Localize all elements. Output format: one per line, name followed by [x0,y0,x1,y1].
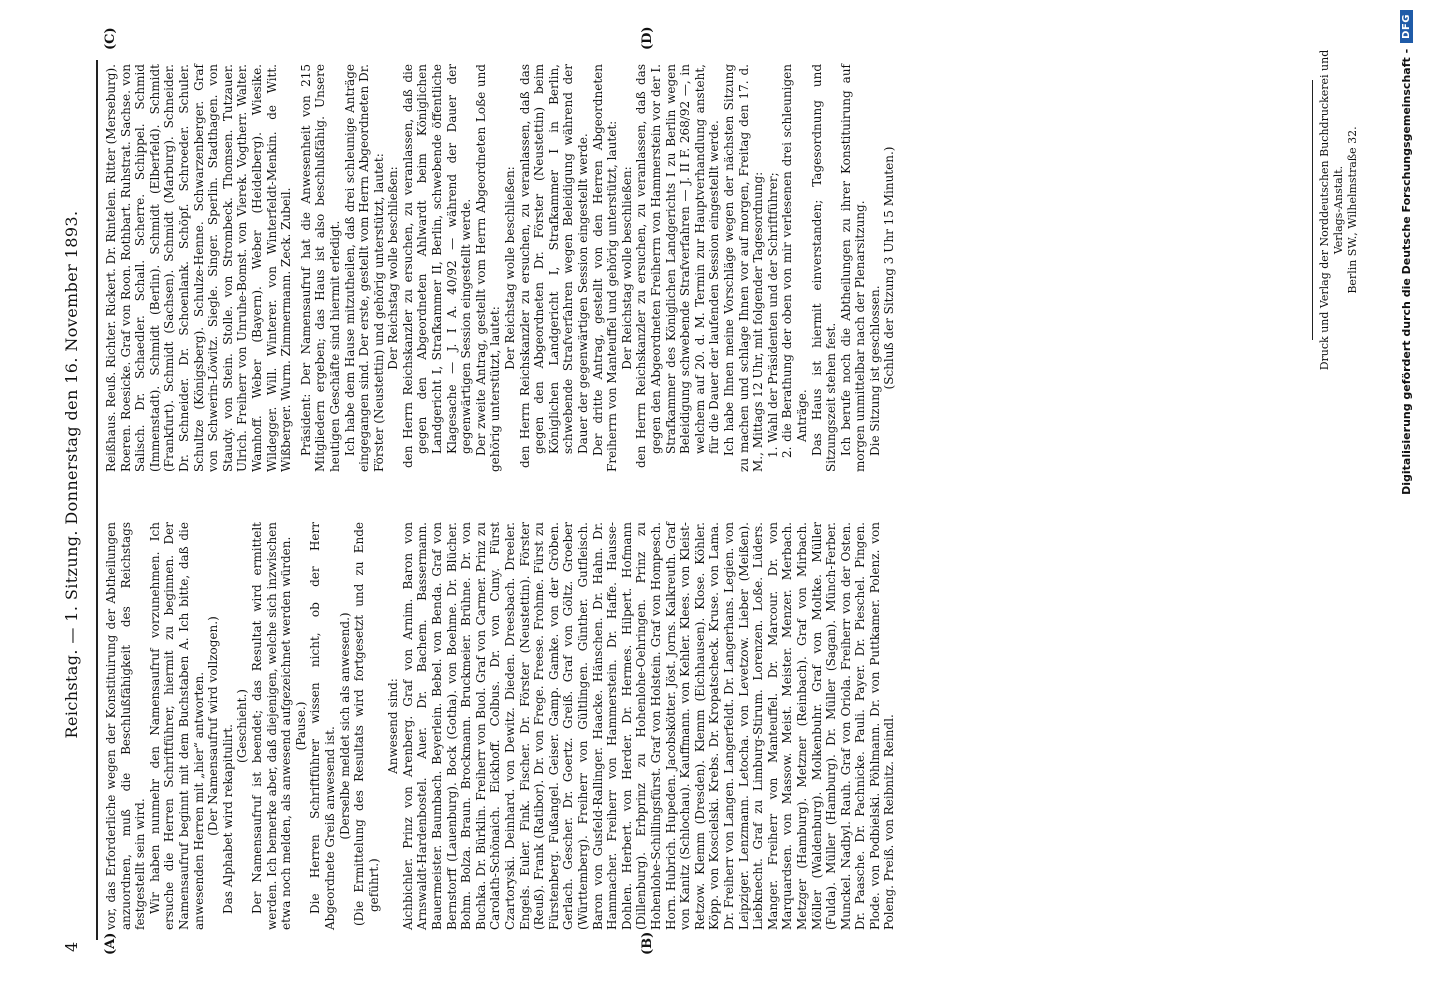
paragraph: vor, das Erforderliche wegen der Konstituirung der Abtheilungen anzuordnen, muß die Beschlußfähigkeit des Reichstags festgestellt sein wird. [104,522,148,930]
paragraph: Die Sitzung ist geschlossen. [867,285,882,456]
paragraph: Die Herren Schriftführer wissen nicht, ob der Herr Abgeordnete Greiß anwesend ist. [308,522,337,930]
motion-heading: Der Reichstag wolle beschließen: [386,166,401,370]
page-number: 4 [62,941,81,952]
section-heading: Anwesend sind: [386,678,401,774]
footer-rule [1312,80,1313,340]
margin-marker-a: (A) [103,932,118,955]
motion-heading: Der Reichstag wolle beschließen: [619,166,634,370]
paragraph: Ich berufe noch die Abtheilungen zu ihrer Konstituirung auf morgen unmittelbar nach der Plenarsitzung. [838,64,868,472]
left-column [104,522,897,930]
closing-note: (Schluß der Sitzung 3 Uhr 15 Minuten.) [882,146,897,390]
paragraph: Der Namensaufruf ist beendet; das Resultat wird ermittelt werden. Ich bemerke aber, daß diejenigen, welche sich inzwischen etwa noch melden, als anwesend aufgezeichnet werden würden. [249,522,294,930]
attendance-list-continued: Reißhaus. Reuß. Richter. Rickert. Dr. Rintelen. Ritter (Merseburg). Roeren. Roesicke. Graf von Roon. Rothbart. Ruhstrat. Sachse. von Salisch. Dr. Schaedler. Schall. Scherre. Schippel. Schmid (Immenstadt). Schmidt (Berlin). Schmidt (Elberfeld). Schmidt (Frankfurt). Schmidt (Sachsen). Schmidt (Marburg). Schneider. Dr. Schneider. Dr. Schoenlank. Schöpf. Schroeder. Schuler. Schultze (Königsberg). Schulze-Henne. Schwarzenberger. Graf von Schwerin-Löwitz. Siegle. Singer. Sperlin. Stadthagen. von Staudy. von Stein. Stolle. von Strombeck. Thomsen. Tutzauer. Ulrich. Freiherr von Unruhe-Bomst. von Vierek. Vogtherr. Walter. Wamhoff. Weber (Bayern). Weber (Heidelberg). Wiesike. Wildegger. Will. Winterer. von Winterfeldt-Menkin. de Witt. Wißberger. Wurm. Zimmermann. Zeck. Zubeil. [104,64,294,472]
agenda-item: 2. die Berathung der oben von mir verlesenen drei schleunigen Anträge. [780,64,809,458]
paragraph: Der dritte Antrag, gestellt von den Herren Abgeordneten Freiherrn von Manteuffel und gehörig unterstützt, lautet: [590,64,620,472]
page-header [62,47,92,952]
paragraph: Das Alphabet wird rekapitulirt. [220,724,235,914]
stage-direction: (Der Namensaufruf wird vollzogen.) [206,616,221,836]
printer-address: Berlin SW., Wilhelmstraße 32. [1346,126,1359,294]
attendance-list: Aichbichler. Prinz von Arenberg. Graf von Arnim. Baron von Arnswaldt-Hardenbostel. Auer. Dr. Bachem. Bassermann. Bauermeister. Baumbach. Beyerlein. Bebel. von Benda. Graf von Bernstorff (Lauenburg). Bock (Gotha). von Boehme. Dr. Blücher. Bohm. Bolza. Braun. Brockmann. Bruckmeier. Brühne. Dr. von Buchka. Dr. Bürklin. Freiherr von Buol. Graf von Carmer. Prinz zu Carolath-Schönaich. Eickhoff. Colbus. Dr. von Cuny. Fürst Czartoryski. Deinhard. von Dewitz. Dieden. Dreesbach. Dreeler. Engels. Euler. Fink. Fischer. Dr. Förster (Neustettin). Förster (Reuß). Frank (Ratibor). Dr. von Frege. Freese. Frohme. Fürst zu Fürstenberg. Fußangel. Geiser. Gamp. Gamke. von der Gröben. Gerlach. Gescher. Dr. Goertz. Greiß. Graf von Göltz. Groeber (Württemberg). Freiherr von Gültlingen. Günther. Gutfleisch. Baron von Gusfeld-Rallinger. Haacke. Hänschen. Dr. Hahn. Dr. Hammacher. Freiherr von Hammerstein. Dr. Haffe. Hausse-Dohlen. Herbert. von Herder. Dr. Hermes. Hilpert. Hofmann (Dillenburg). Erbprinz zu Hohenlohe-Oehringen. Prinz zu Hohenlohe-Schillingsfürst. Graf von Holstein. Graf von Hompesch. Horn. Hubrich. Hupeden. Jacobskötter. Jöst. Jorns. Kalkreuth. Graf von Kanitz (Schlochau). Kauffmann. von Kehler. Klees. von Kleist-Retzow. Klemm (Dresden). Klemm (Eichhausen). Klose. Köhler. Köpp. von Koscielski. Krebs. Dr. Kropatscheck. Kruse. von Lama. Dr. Freiherr von Langen. Langerfeldt. Dr. Langerhans. Legien. von Leipziger. Lenzmann. Letocha. von Levetzow. Lieber (Meißen). Liebknecht. Graf zu Limburg-Stirum. Lorenzen. Loße. Lüders. Manger. Freiherr von Manteuffel. Dr. Marcour. Dr. von Marquardsen. von Massow. Meist. Meister. Menzer. Merbach. Metzger (Hamburg). Metzner (Reinbach). Graf von Mirbach. Möller (Waldenburg). Molkenbuhr. Graf von Moltke. Müller (Fulda). Müller (Hamburg). Dr. Müller (Sagan). Münch-Ferber. Munckel. Nadbyl. Rauh. Graf von Oriola. Freiherr von der Osten. Dr. Paasche. Dr. Pachnicke. Pauli. Payer. Dr. Pieschel. Pingen. Plode. von Podbielski. Pöhlmann. Dr. von Puttkamer. Polenz. von Poleng. Preiß. von Reibnitz. Reindl. [400,522,897,930]
right-column [104,64,897,472]
page-title: Reichstag. — 1. Sitzung. Donnerstag den 16. November 1893. [62,210,81,739]
digitization-note [1400,10,1413,630]
stage-direction: (Pause.) [293,701,308,751]
stage-direction: (Derselbe meldet sich als anwesend.) [337,612,352,840]
printer-line: Druck und Verlag der Norddeutschen Buchdruckerei und Verlags-Anstalt. [1318,49,1345,371]
header-rule [96,60,98,940]
paragraph: Ich habe dem Hause mitzutheilen, daß drei schleunige Anträge eingegangen sind. Der erste, gestellt vom Herrn Abgeordneten Dr. Förster (Neustettin) und gehörig unterstützt, lautet: [342,64,386,472]
paragraph: Präsident: Der Namensaufruf hat die Anwesenheit von 215 Mitgliedern ergeben; das Haus ist also beschlußfähig. Unsere heutigen Geschäfte sind hiermit erledigt. [298,64,342,472]
digitization-text: Digitalisierung gefördert durch die Deutsche Forschungsgemeinschaft - [1400,48,1413,495]
stage-direction: (Die Ermittelung des Resultats wird fortgesetzt und zu Ende geführt.) [352,522,381,926]
paragraph: Wir haben nunmehr den Namensaufruf vorzunehmen. Ich ersuche die Herren Schriftführer, hiermit zu beginnen. Der Namensaufruf beginnt mit dem Buchstaben A. Ich bitte, daß die anwesenden Herren mit „hier“ antworten. [147,522,206,930]
margin-marker-d: (D) [640,26,655,50]
motion-text: den Herrn Reichskanzler zu ersuchen, zu veranlassen, daß das gegen den Abgeordneten Freiherrn von Hammerstein vor der I. Strafkammer des Königlichen Landgerichts I zu Berlin wegen Beleidigung schwebende Strafverfahren — J. II F. 268/92 —, in welchem auf 20. d. M. Termin zur Hauptverhandlung ansteht, für die Dauer der laufenden Session eingestellt werde. [634,64,722,468]
stage-direction: (Geschieht.) [235,689,250,763]
motion-text: den Herrn Reichskanzler zu ersuchen, zu veranlassen, daß die gegen den Abgeordneten Ahlwardt beim Königlichen Landgericht I, Strafkammer II, Berlin, schwebende öffentliche Klagesache — J. I A. 40/92 — während der Dauer der gegenwärtigen Session eingestellt werde. [400,64,474,468]
margin-marker-b: (B) [640,931,655,955]
margin-marker-c: (C) [103,27,118,50]
dfg-logo-icon: DFG [1400,10,1413,43]
agenda-item: 1. Wahl der Präsidenten und der Schriftführer; [765,172,780,458]
motion-text: den Herrn Reichskanzler zu ersuchen, zu veranlassen, daß das gegen den Abgeordneten Dr. Förster (Neustettin) beim Königlichen Landgericht I, Strafkammer I in Berlin, schwebende Strafverfahren wegen Beleidigung während der Dauer der gegenwärtigen Session eingestellt werde. [517,64,590,468]
paragraph: Ich habe Ihnen meine Vorschläge wegen der nächsten Sitzung zu machen und schlage Ihnen vor auf morgen, Freitag den 17. d. M., Mittags 12 Uhr, mit folgender Tagesordnung: [721,64,766,472]
paragraph: Der zweite Antrag, gestellt vom Herrn Abgeordneten Loße und gehörig unterstützt, lautet: [473,64,503,472]
motion-heading: Der Reichstag wolle beschließen: [503,166,518,370]
paragraph: Das Haus ist hiermit einverstanden; Tagesordnung und Sitzungszeit stehen fest. [809,64,839,472]
printer-imprint [1318,40,1360,380]
